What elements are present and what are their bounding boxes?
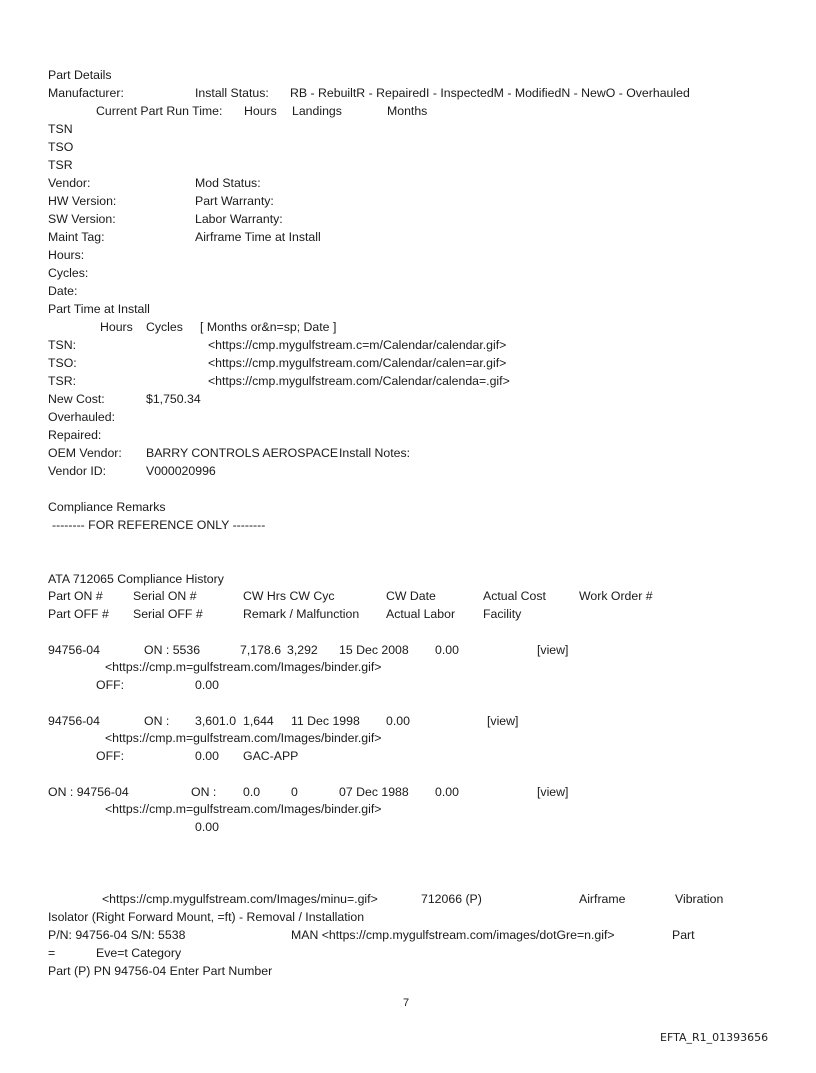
record-off-label: OFF: <box>96 678 125 692</box>
record-labor: 0.00 <box>195 678 219 692</box>
record-hrs: 7,178.6 <box>240 643 282 657</box>
run-time-label: Current Part Run Time: <box>96 104 223 118</box>
run-time-hours: Hours <box>244 104 277 118</box>
oem-vendor-label: OEM Vendor: <box>48 446 122 460</box>
new-cost-value: $1,750.34 <box>146 392 201 406</box>
col-serial-on: Serial ON # <box>133 589 197 603</box>
record-cost: 0.00 <box>435 643 459 657</box>
part-time-header-hours: Hours <box>100 320 133 334</box>
item-pn-sn: P/N: 94756-04 S/N: 5538 <box>48 928 186 942</box>
record-binder-link[interactable]: <https://cmp.m=gulfstream.com/Images/binder.gif> <box>105 731 382 745</box>
record-date: 11 Dec 1998 <box>291 714 360 728</box>
record-facility: GAC-APP <box>243 749 299 763</box>
maint-tag-label: Maint Tag: <box>48 230 105 244</box>
record-view-link[interactable]: [view] <box>537 785 569 799</box>
item-part-word: Part <box>672 928 695 942</box>
install-status-label: Install Status: <box>195 86 269 100</box>
record-cyc: 3,292 <box>287 643 318 657</box>
history-title: ATA 712065 Compliance History <box>48 572 224 586</box>
document-id: EFTA_R1_01393656 <box>660 1031 769 1044</box>
record-hrs: 3,601.0 <box>195 714 237 728</box>
run-time-landings: Landings <box>292 104 342 118</box>
part-details-heading: Part Details <box>48 68 112 82</box>
sw-version-label: SW Version: <box>48 212 116 226</box>
record-labor: 0.00 <box>195 820 219 834</box>
col-cw-hrs-cyc: CW Hrs CW Cyc <box>243 589 335 603</box>
tsn-calendar-link[interactable]: <https://cmp.mygulfstream.c=m/Calendar/calendar.gif> <box>208 338 507 352</box>
item-man-link[interactable]: MAN <https://cmp.mygulfstream.com/images/dotGre=n.gif> <box>291 928 615 942</box>
overhauled-label: Overhauled: <box>48 410 115 424</box>
cycles-label: Cycles: <box>48 266 89 280</box>
tsr-calendar-link[interactable]: <https://cmp.mygulfstream.com/Calendar/calenda=.gif> <box>208 374 510 388</box>
labor-warranty-label: Labor Warranty: <box>195 212 283 226</box>
tsn-label: TSN: <box>48 338 77 352</box>
record-view-link[interactable]: [view] <box>537 643 569 657</box>
mod-status-label: Mod Status: <box>195 176 261 190</box>
record-view-link[interactable]: [view] <box>487 714 519 728</box>
col-actual-cost: Actual Cost <box>483 589 546 603</box>
hours-label: Hours: <box>48 248 85 262</box>
col-cw-date: CW Date <box>386 589 436 603</box>
item-event-category: Eve=t Category <box>96 946 182 960</box>
hw-version-label: HW Version: <box>48 194 117 208</box>
record-off-label: OFF: <box>96 749 125 763</box>
record-part: 94756-04 <box>48 643 100 657</box>
item-part-number-line: Part (P) PN 94756-04 Enter Part Number <box>48 964 273 978</box>
run-time-months: Months <box>387 104 428 118</box>
record-part: 94756-04 <box>48 714 100 728</box>
tso-calendar-link[interactable]: <https://cmp.mygulfstream.com/Calendar/calen=ar.gif> <box>208 356 507 370</box>
install-notes-label: Install Notes: <box>339 446 411 460</box>
minus-collapse-link[interactable]: <https://cmp.mygulfstream.com/Images/minu=.gif> <box>102 892 378 906</box>
record-binder-link[interactable]: <https://cmp.m=gulfstream.com/Images/binder.gif> <box>105 660 382 674</box>
install-status-codes: RB - RebuiltR - RepairedI - InspectedM - ModifiedN - NewO - Overhauled <box>290 86 690 100</box>
tsr-row: TSR <box>48 158 73 172</box>
tso-row: TSO <box>48 140 74 154</box>
part-warranty-label: Part Warranty: <box>195 194 274 208</box>
vendor-id-label: Vendor ID: <box>48 464 107 478</box>
item-vibration: Vibration <box>675 892 724 906</box>
record-date: 07 Dec 1988 <box>339 785 409 799</box>
item-airframe: Airframe <box>579 892 626 906</box>
item-description: Isolator (Right Forward Mount, =ft) - Removal / Installation <box>48 910 365 924</box>
record-binder-link[interactable]: <https://cmp.m=gulfstream.com/Images/binder.gif> <box>105 802 382 816</box>
record-date: 15 Dec 2008 <box>339 643 409 657</box>
col-work-order: Work Order # <box>579 589 653 603</box>
part-time-header-cycles: Cycles <box>146 320 183 334</box>
manufacturer-label: Manufacturer: <box>48 86 124 100</box>
airframe-time-label: Airframe Time at Install <box>195 230 321 244</box>
reference-only-note: -------- FOR REFERENCE ONLY -------- <box>52 518 266 532</box>
date-label: Date: <box>48 284 78 298</box>
vendor-label: Vendor: <box>48 176 91 190</box>
col-serial-off: Serial OFF # <box>133 607 203 621</box>
repaired-label: Repaired: <box>48 428 102 442</box>
record-hrs: 0.0 <box>243 785 261 799</box>
record-serial-on: ON : <box>191 785 217 799</box>
record-cost: 0.00 <box>435 785 459 799</box>
record-serial-on: ON : 5536 <box>144 643 201 657</box>
page-number: 7 <box>403 997 410 1009</box>
col-actual-labor: Actual Labor <box>386 607 456 621</box>
record-cost: 0.00 <box>386 714 410 728</box>
record-serial-on: ON : <box>144 714 170 728</box>
col-part-off: Part OFF # <box>48 607 109 621</box>
tsn-row: TSN <box>48 122 73 136</box>
record-cyc: 0 <box>291 785 298 799</box>
compliance-remarks-heading: Compliance Remarks <box>48 500 166 514</box>
tsr-label: TSR: <box>48 374 77 388</box>
item-eq: = <box>48 946 56 960</box>
tso-label: TSO: <box>48 356 77 370</box>
record-part: ON : 94756-04 <box>48 785 129 799</box>
part-time-label: Part Time at Install <box>48 302 150 316</box>
vendor-id-value: V000020996 <box>146 464 216 478</box>
col-part-on: Part ON # <box>48 589 103 603</box>
new-cost-label: New Cost: <box>48 392 105 406</box>
col-facility: Facility <box>483 607 522 621</box>
part-time-header-months-date: [ Months or&n=sp; Date ] <box>200 320 337 334</box>
oem-vendor-value: BARRY CONTROLS AEROSPACE <box>146 446 339 460</box>
item-code: 712066 (P) <box>421 892 482 906</box>
col-remark: Remark / Malfunction <box>243 607 360 621</box>
record-cyc: 1,644 <box>243 714 274 728</box>
record-labor: 0.00 <box>195 749 219 763</box>
